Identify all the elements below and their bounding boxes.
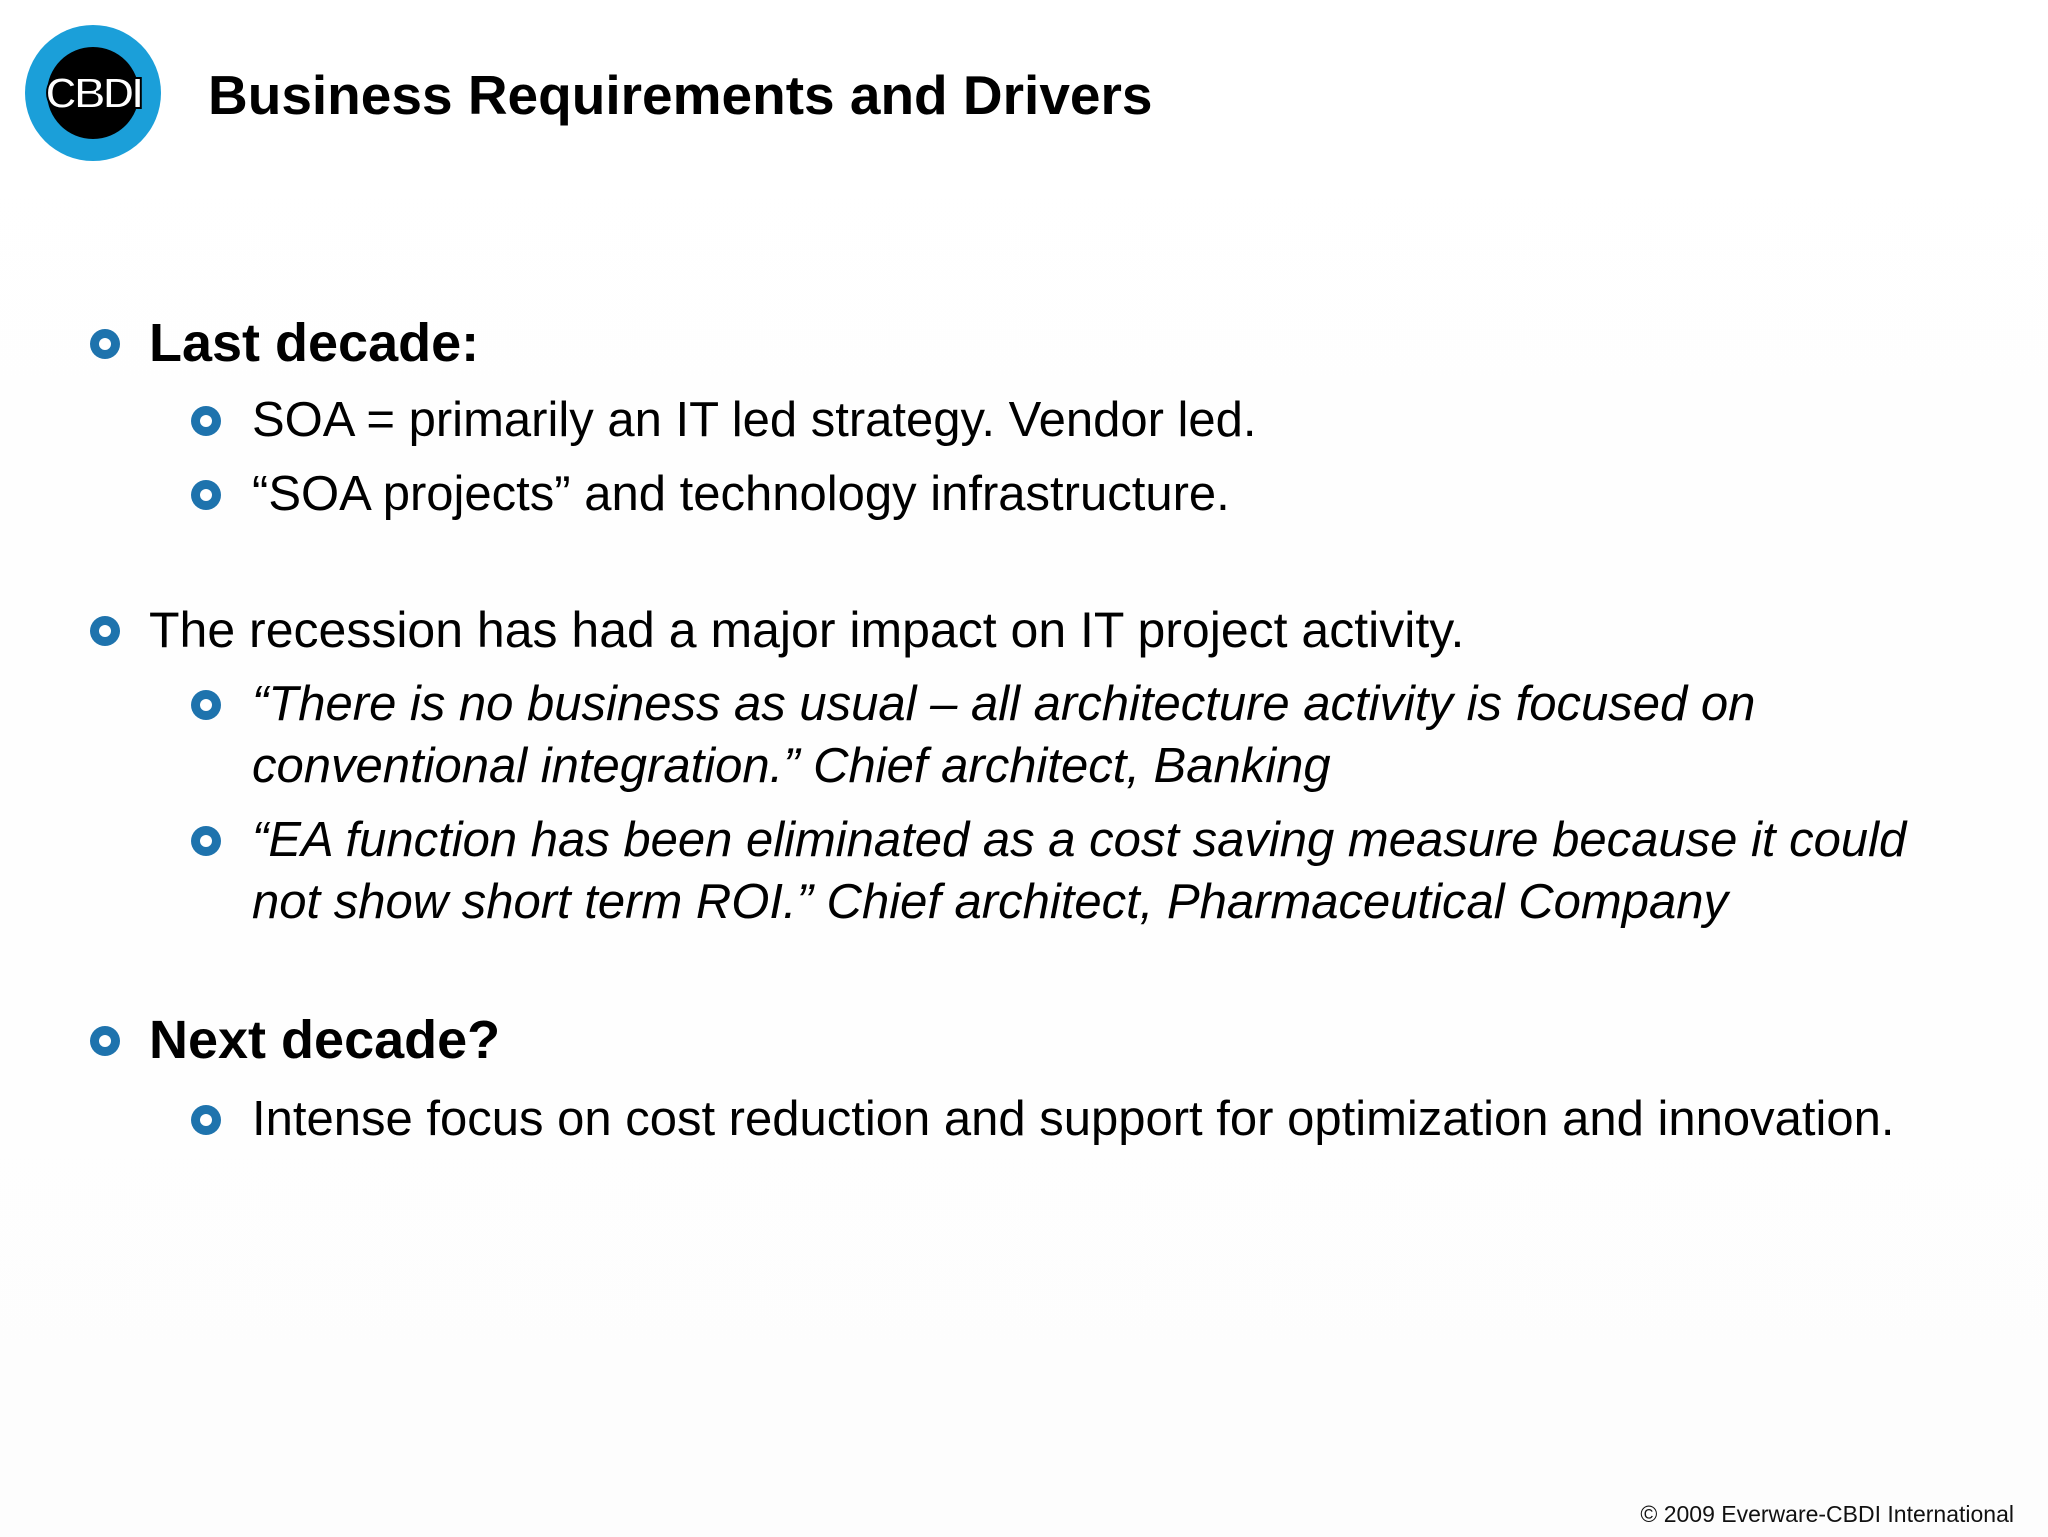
circle-bullet-icon xyxy=(191,480,221,510)
cbdi-logo xyxy=(22,22,164,164)
section-heading: The recession has had a major impact on IT project activity. xyxy=(149,602,1465,658)
quote-line: conventional integration.” Chief architect, Banking xyxy=(252,739,1331,793)
quote-line: “There is no business as usual – all architecture activity is focused on xyxy=(252,677,1756,731)
section-heading: Last decade: xyxy=(149,313,480,373)
list-item-text: “SOA projects” and technology infrastructure. xyxy=(252,467,1230,521)
copyright-footer: © 2009 Everware-CBDI International xyxy=(1640,1501,2014,1527)
circle-bullet-icon xyxy=(90,1026,120,1056)
section-next-decade xyxy=(90,1009,500,1071)
quote-line: not show short term ROI.” Chief architect, Pharmaceutical Company xyxy=(252,875,1729,929)
quote-text xyxy=(252,673,1755,797)
list-item-text: SOA = primarily an IT led strategy. Vendor led. xyxy=(252,393,1257,447)
circle-bullet-icon xyxy=(191,406,221,436)
slide-title: Business Requirements and Drivers xyxy=(208,64,1153,126)
section-last-decade xyxy=(90,312,479,374)
section-recession xyxy=(90,599,1464,661)
logo-text: CBDI xyxy=(45,69,141,118)
quote-item xyxy=(191,673,1755,797)
list-item-text: Intense focus on cost reduction and support for optimization and innovation. xyxy=(252,1092,1895,1146)
circle-bullet-icon xyxy=(191,690,221,720)
list-item xyxy=(191,463,1230,525)
circle-bullet-icon xyxy=(90,616,120,646)
list-item xyxy=(191,1088,1895,1150)
quote-item xyxy=(191,809,1906,933)
circle-bullet-icon xyxy=(191,826,221,856)
quote-text xyxy=(252,809,1906,933)
quote-line: “EA function has been eliminated as a cost saving measure because it could xyxy=(252,813,1907,867)
list-item xyxy=(191,389,1257,451)
circle-bullet-icon xyxy=(90,329,120,359)
section-heading: Next decade? xyxy=(149,1010,501,1070)
circle-bullet-icon xyxy=(191,1105,221,1135)
